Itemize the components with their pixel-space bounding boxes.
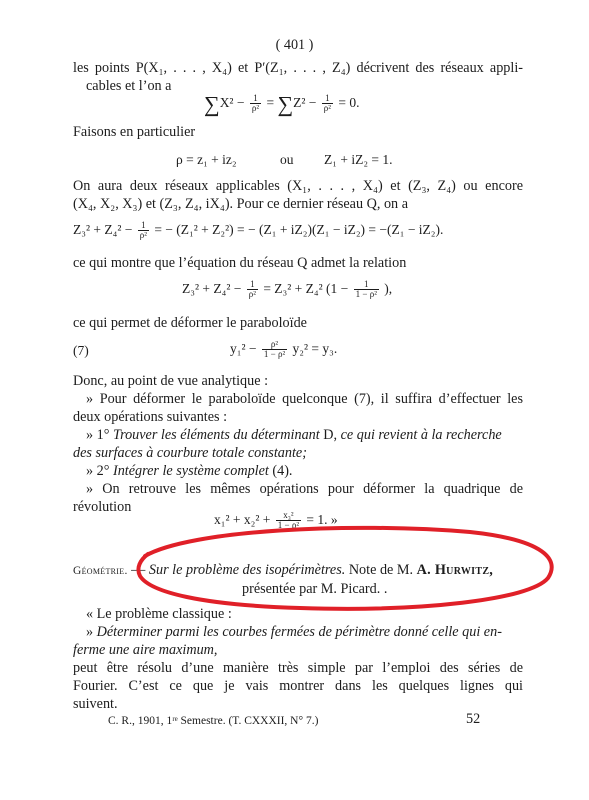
equation-z: Z₁ + iZ₂ = 1. [324,152,393,167]
text-line: « Le problème classique : [86,606,232,622]
equation-paraboloid: y₁² − $\frac{\text{ρ²}}{\text{1 − ρ²}}$ y₂² = y₃. [230,339,338,360]
text-line: Fourier. C’est ce que je vais montrer dans les quelques lignes qui [73,678,523,694]
text-line: » 2° Intégrer le système complet (4). [86,463,293,479]
text-line: ce qui montre que l’équation du réseau Q admet la relation [73,255,407,271]
text-line: ce qui permet de déformer le paraboloïde [73,315,307,331]
equation-ou: ou [280,152,294,167]
text-line: » Déterminer parmi les courbes fermées de périmètre donné celle qui en- [86,624,502,640]
text-line: peut être résolu d’une manière très simple par l’emploi des séries de [73,660,523,676]
equation-quadric: x₁² + x₂² + $\frac{\text{x₃²}}{\text{1 − ρ²}}$ = 1. » [214,510,338,531]
equation-sum: ∑X² − $\frac{1}{\text{ρ²}}$ = ∑Z² − $\frac{1}{\text{ρ²}}$ = 0. [204,91,360,117]
text-line: deux opérations suivantes : [73,409,228,425]
text-line: les points P(X₁, . . . , X₄) et P′(Z₁, . . . , Z₄) décrivent des réseaux appli- [73,60,523,76]
text-line: » 1° Trouver les éléments du déterminant D, ce qui revient à la recherche [86,427,502,443]
text-line: présentée par M. Picard. . [242,581,388,597]
page-number: ( 401 ) [275,37,314,53]
text-line: » Pour déformer le paraboloïde quelconque (7), il suffira d’effectuer les [86,391,523,407]
equation-label: (7) [73,343,89,358]
text-line: suivent. [73,696,118,712]
equation-rho: ρ = z₁ + iz₂ [176,152,237,167]
ellipse-stroke [138,528,551,609]
note-heading: Géométrie. — Sur le problème des isopérimètres. Note de M. A. Hurwitz, [73,562,494,578]
text-line: Faisons en particulier [73,124,196,140]
footer-reference: C. R., 1901, 1ʳᵉ Semestre. (T. CXXXII, N° 7.) [108,715,319,727]
footer-sheet-number: 52 [466,711,481,727]
text-line: ferme une aire maximum, [73,642,218,658]
equation-relation: Z₃² + Z₄² − $\frac{1}{\text{ρ²}}$ = Z₃² + Z₄² (1 − $\frac{1}{\text{1 − ρ²}}$ ), [182,279,393,300]
text-line: Donc, au point de vue analytique : [73,373,269,389]
text-line: cables et l’on a [86,78,172,94]
equation-network-q: Z₃² + Z₄² − $\frac{1}{\text{ρ²}}$ = − (Z₁² + Z₂²) = − (Z₁ + iZ₂)(Z₁ − iZ₂) = −(Z₁ − iZ₂). [73,220,444,241]
text-line: des surfaces à courbure totale constante; [73,445,307,461]
text-line: » On retrouve les mêmes opérations pour déformer la quadrique de [86,481,523,497]
text-line: (X₄, X₂, X₃) et (Z₃, Z₄, iX₄). Pour ce dernier réseau Q, on a [73,196,408,212]
text-line: On aura deux réseaux applicables (X₁, . . . , X₄) et (Z₃, Z₄) ou encore [73,178,523,194]
text-line: révolution [73,499,132,515]
